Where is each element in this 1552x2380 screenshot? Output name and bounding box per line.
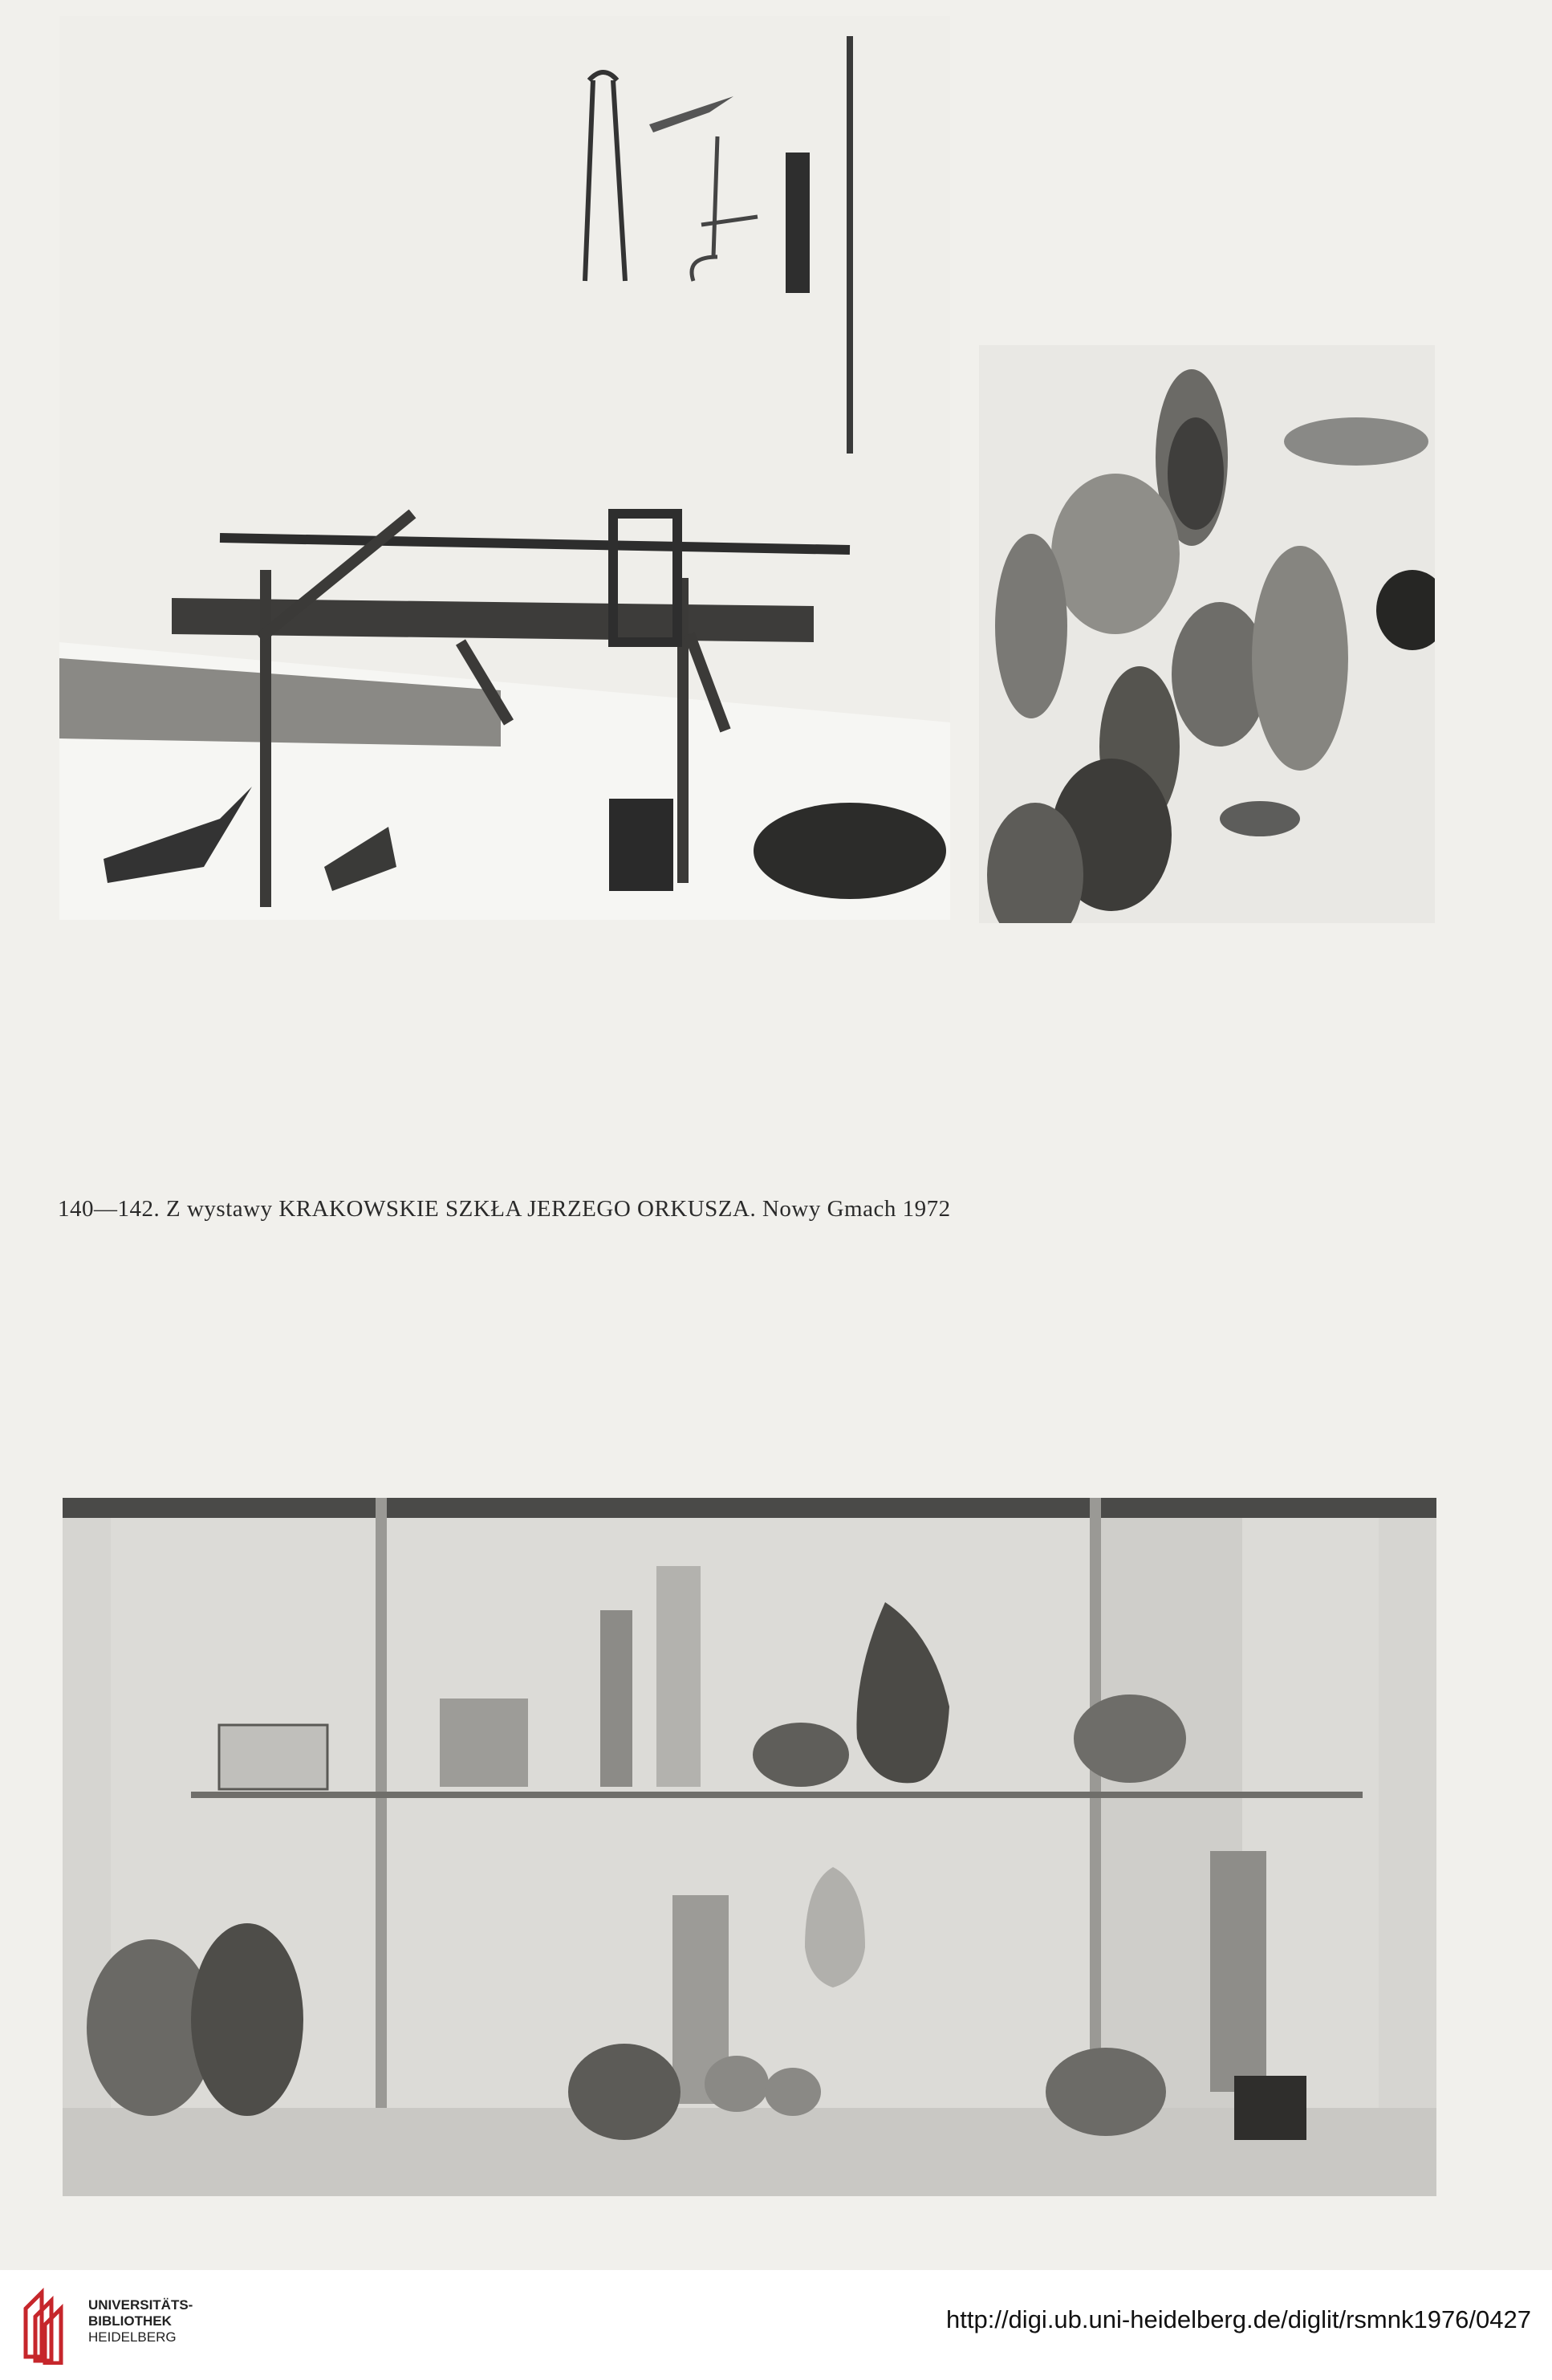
permalink-url[interactable]: http://digi.ub.uni-heidelberg.de/diglit/rsmnk1976/0427 xyxy=(946,2305,1531,2333)
tools-photo-image xyxy=(59,16,950,920)
figure-caption xyxy=(58,1196,1181,1223)
library-name-line3: HEIDELBERG xyxy=(88,2329,177,2345)
ornaments-photo-image xyxy=(979,345,1435,923)
library-footer xyxy=(0,2270,1552,2380)
caption-text-b: Nowy Gmach 1972 xyxy=(762,1196,951,1222)
caption-numbers: 140—142. xyxy=(58,1196,160,1222)
library-logo-icon xyxy=(18,2284,74,2365)
caption-text-a: Z wystawy xyxy=(166,1196,273,1222)
photo-glassmaking-tools xyxy=(59,16,950,920)
showcase-photo-image xyxy=(63,1498,1436,2196)
photo-glass-showcase xyxy=(63,1498,1436,2196)
caption-exhibition-title: KRAKOWSKIE SZKŁA JERZEGO ORKUSZA. xyxy=(278,1196,757,1222)
library-name-line1: UNIVERSITÄTS- xyxy=(88,2297,193,2313)
library-name-line2: BIBLIOTHEK xyxy=(88,2313,172,2329)
library-name xyxy=(88,2297,193,2345)
photo-glass-ornaments xyxy=(979,345,1435,923)
